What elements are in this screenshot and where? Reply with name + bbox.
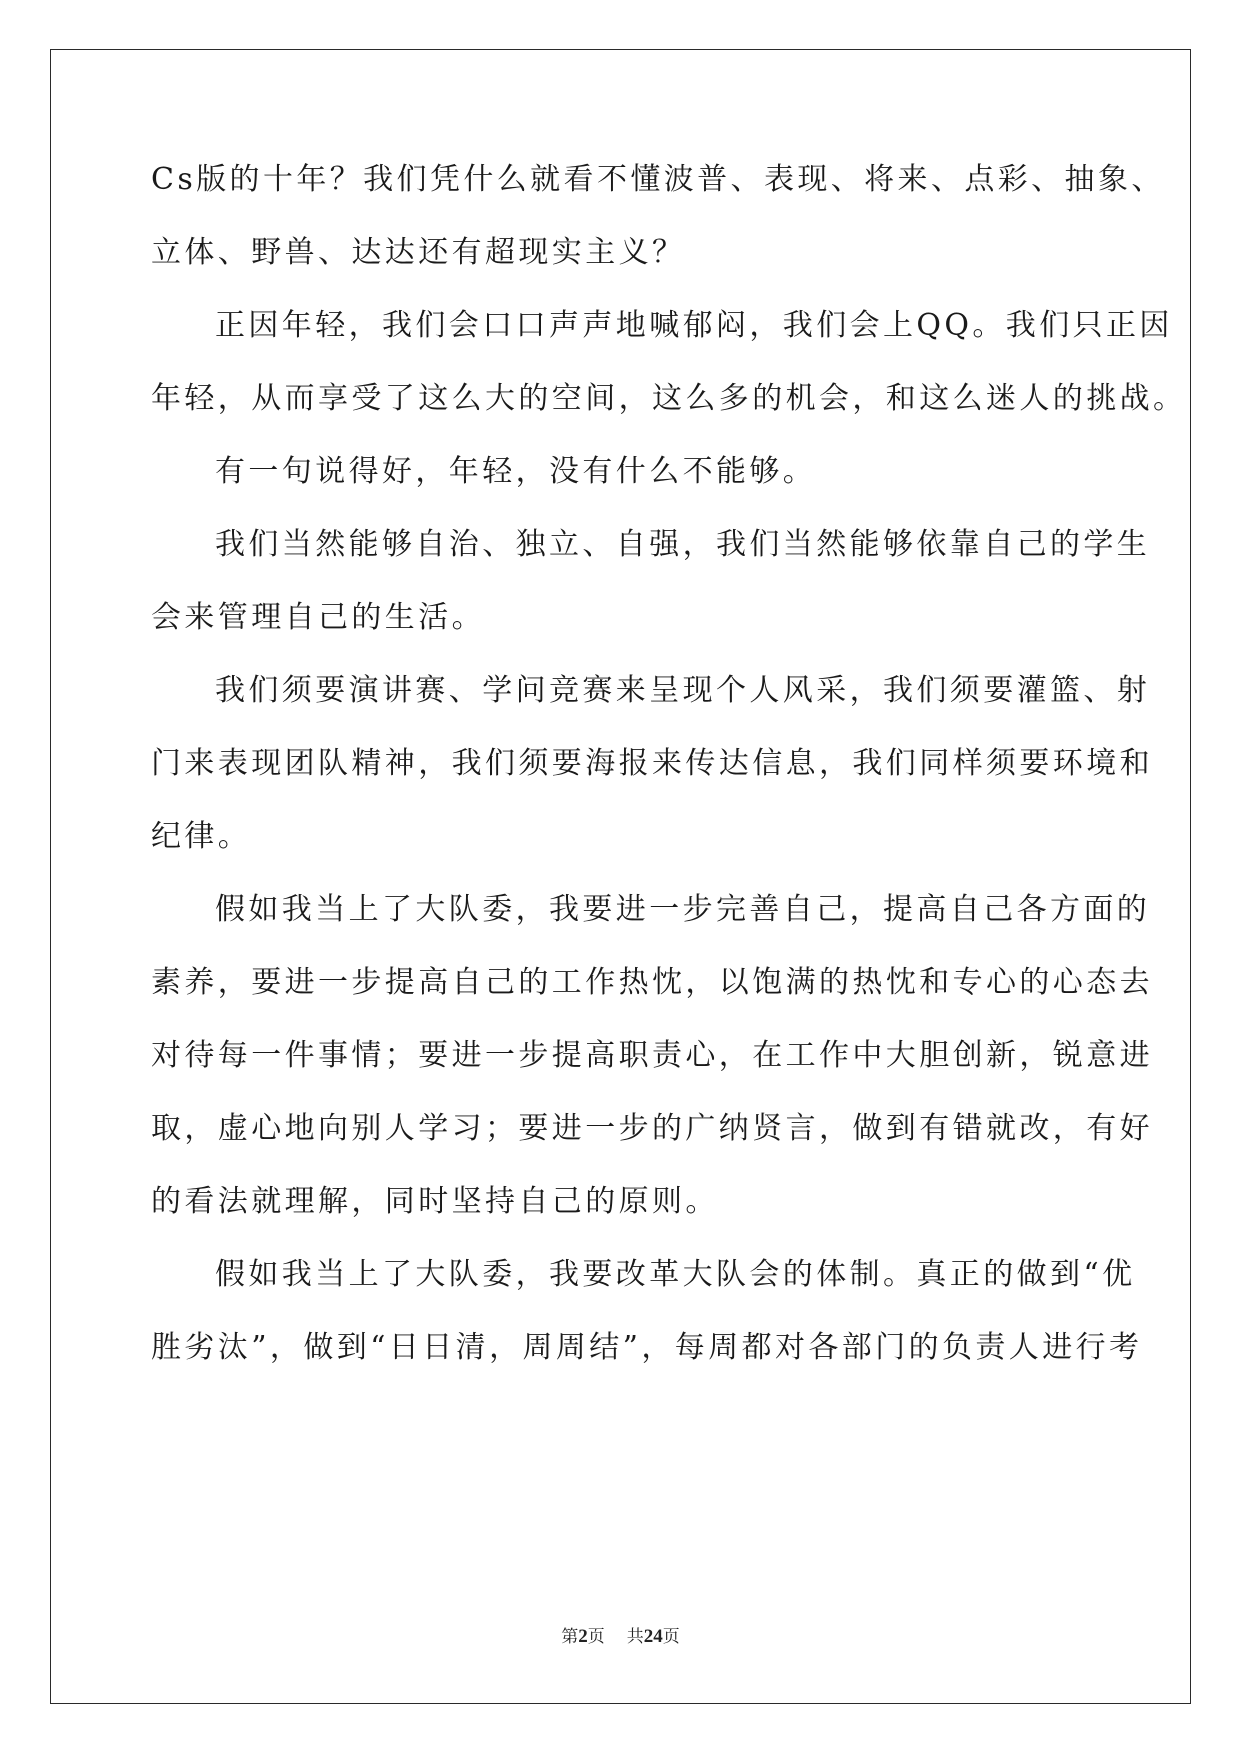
paragraph-start-line: 假如我当上了大队委，我要改革大队会的体制。真正的做到“优 — [215, 1257, 1136, 1292]
text-line: 取，虚心地向别人学习；要进一步的广纳贤言，做到有错就改，有好 — [151, 1111, 1153, 1146]
text-line: 年轻，从而享受了这么大的空间，这么多的机会，和这么迷人的挑战。 — [151, 381, 1187, 416]
footer-prefix: 第 — [561, 1627, 579, 1647]
text-line: Cs版的十年？我们凭什么就看不懂波普、表现、将来、点彩、抽象、 — [151, 162, 1165, 197]
current-page-number: 2 — [578, 1626, 588, 1647]
page-border — [50, 49, 1191, 1704]
text-line: 立体、野兽、达达还有超现实主义？ — [151, 235, 686, 270]
footer-total-prefix: 共 — [626, 1627, 644, 1647]
text-line: 素养，要进一步提高自己的工作热忱，以饱满的热忱和专心的心态去 — [151, 965, 1153, 1000]
text-line: 的看法就理解，同时坚持自己的原则。 — [151, 1184, 719, 1219]
text-line: 纪律。 — [151, 819, 252, 854]
paragraph-start-line: 正因年轻，我们会口口声声地喊郁闷，我们会上QQ。我们只正因 — [215, 308, 1173, 343]
text-line: 会来管理自己的生活。 — [151, 600, 485, 635]
paragraph-start-line: 假如我当上了大队委，我要进一步完善自己，提高自己各方面的 — [215, 892, 1151, 927]
total-pages-number: 24 — [643, 1626, 663, 1647]
paragraph-start-line: 我们须要演讲赛、学问竞赛来呈现个人风采，我们须要灌篮、射 — [215, 673, 1151, 708]
text-line: 门来表现团队精神，我们须要海报来传达信息，我们同样须要环境和 — [151, 746, 1153, 781]
text-line: 对待每一件事情；要进一步提高职责心，在工作中大胆创新，锐意进 — [151, 1038, 1153, 1073]
footer-total-suffix: 页 — [662, 1627, 680, 1647]
page-footer — [0, 1626, 1241, 1648]
paragraph-start-line: 有一句说得好，年轻，没有什么不能够。 — [215, 454, 817, 489]
paragraph-start-line: 我们当然能够自治、独立、自强，我们当然能够依靠自己的学生 — [215, 527, 1151, 562]
footer-page-suffix: 页 — [587, 1627, 605, 1647]
text-line: 胜劣汰”，做到“日日清，周周结”，每周都对各部门的负责人进行考 — [151, 1330, 1143, 1365]
